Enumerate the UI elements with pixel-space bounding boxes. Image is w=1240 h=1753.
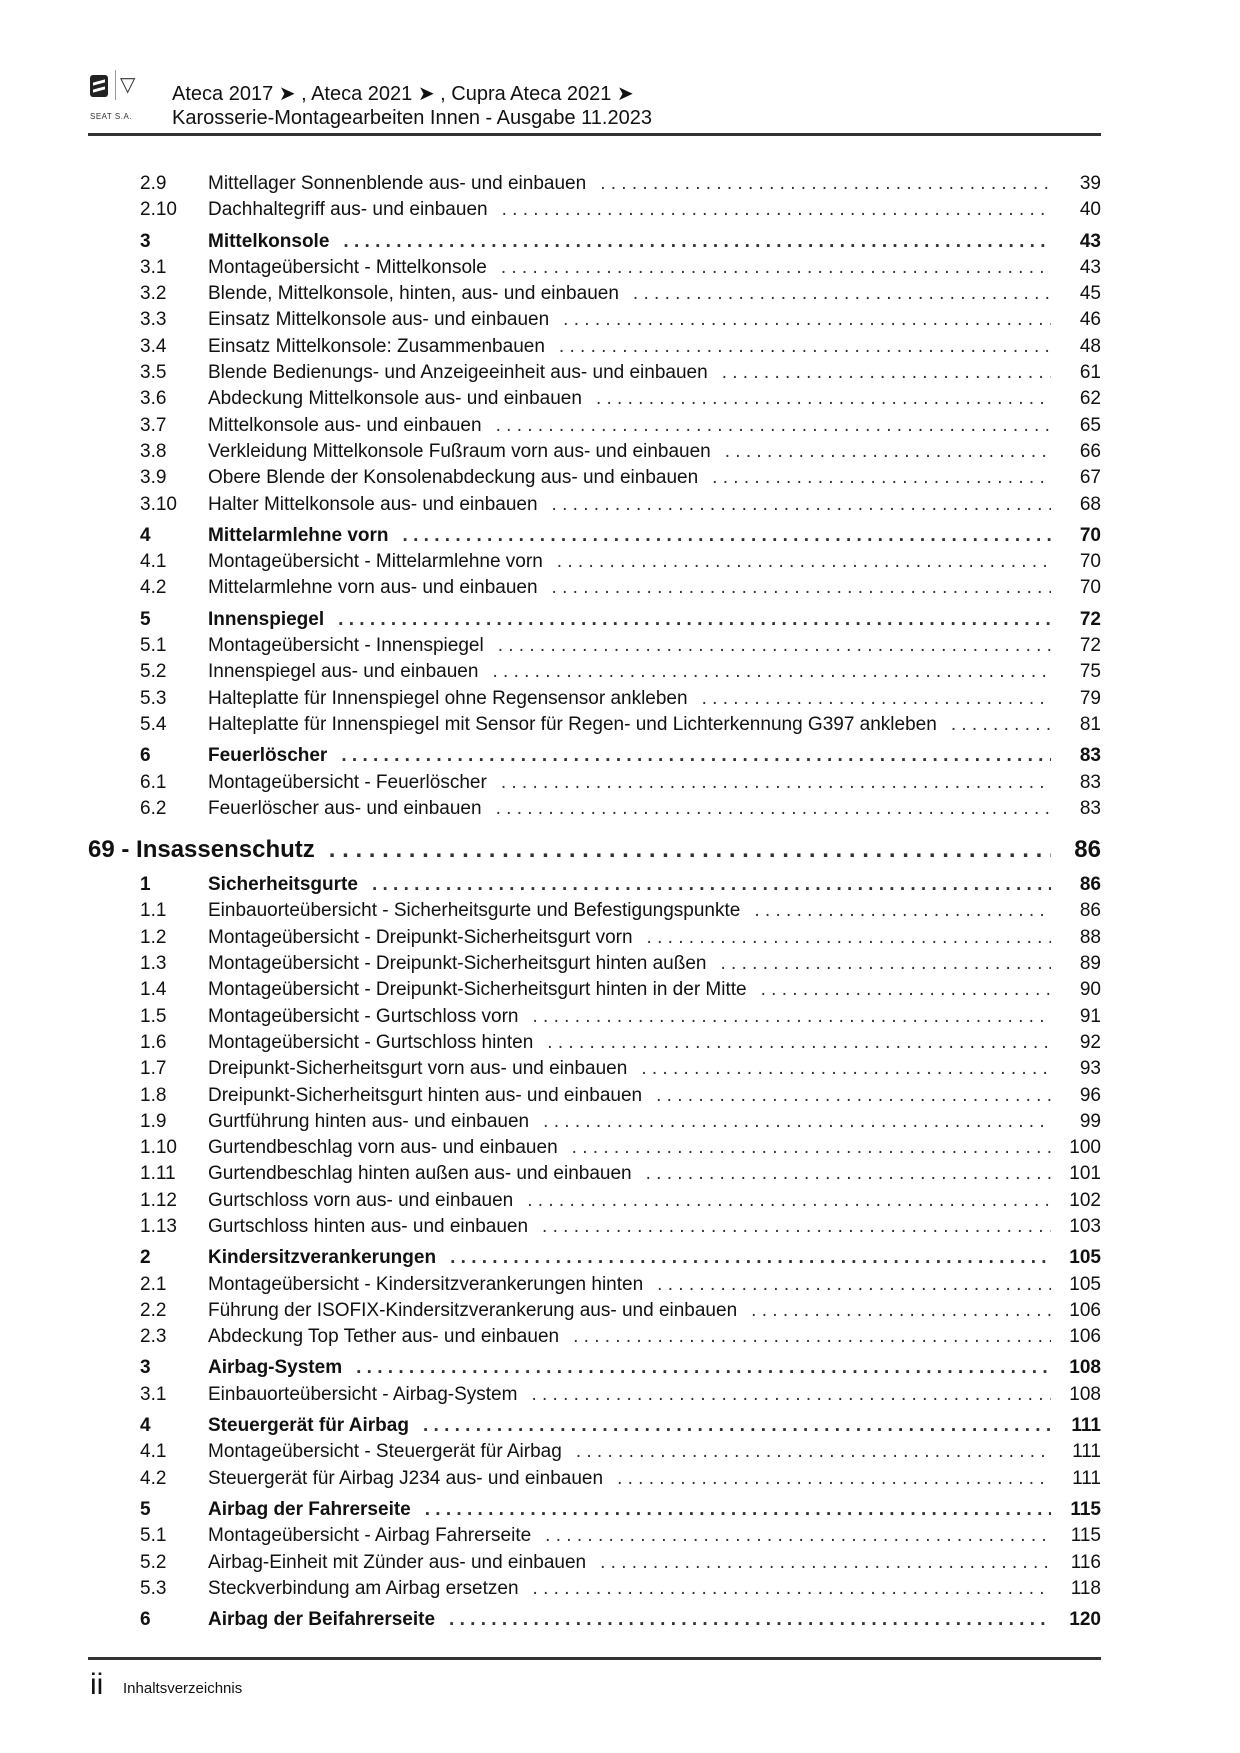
toc-entry[interactable]: [88, 577, 1101, 603]
toc-page: 101: [1069, 1163, 1101, 1185]
dot-leader: [449, 1609, 1051, 1631]
toc-entry[interactable]: [88, 257, 1101, 283]
toc-title: Innenspiegel: [208, 608, 325, 630]
header-title: Karosserie-Montagearbeiten Innen - Ausgabe 11.2023: [172, 107, 652, 129]
toc-section[interactable]: [88, 1415, 1101, 1441]
dot-leader: [532, 1006, 1051, 1028]
toc-number: 4.2: [140, 577, 167, 599]
toc-title: Mittelarmlehne vorn: [208, 524, 389, 546]
toc-number: 2.10: [140, 199, 177, 221]
dot-leader: [702, 688, 1051, 710]
toc-number: 4.1: [140, 1441, 167, 1463]
toc-entry[interactable]: [88, 1111, 1101, 1137]
toc-entry[interactable]: [88, 467, 1101, 493]
toc-entry[interactable]: [88, 362, 1101, 388]
toc-page: 103: [1069, 1215, 1101, 1237]
toc-section[interactable]: [88, 1357, 1101, 1383]
dot-leader: [557, 551, 1051, 573]
toc-title: Halteplatte für Innenspiegel ohne Regensensor ankleben: [208, 687, 688, 709]
toc-title: Airbag der Fahrerseite: [208, 1498, 411, 1520]
toc-entry[interactable]: [88, 283, 1101, 309]
toc-page: 115: [1070, 1498, 1101, 1520]
dot-leader: [533, 1578, 1051, 1600]
toc-page: 61: [1079, 362, 1101, 384]
toc-page: 100: [1069, 1137, 1101, 1159]
dot-leader: [721, 953, 1052, 975]
dot-leader: [646, 1163, 1051, 1185]
logo-text: SEAT S.A.: [90, 112, 132, 121]
toc-page: 43: [1079, 230, 1101, 252]
toc-title: Gurtschloss hinten aus- und einbauen: [208, 1215, 529, 1237]
dot-leader: [647, 927, 1051, 949]
toc-page: 86: [1079, 900, 1101, 922]
footer-title: Inhaltsverzeichnis: [123, 1680, 243, 1697]
toc-entry[interactable]: [88, 1006, 1101, 1032]
toc-entry[interactable]: [88, 1137, 1101, 1163]
toc-number: 2.2: [140, 1299, 167, 1321]
toc-entry[interactable]: [88, 199, 1101, 225]
toc-title: Montageübersicht - Mittelkonsole: [208, 256, 487, 278]
toc-page: 93: [1079, 1058, 1101, 1080]
toc-number: 5.1: [140, 635, 167, 657]
toc-page: 75: [1079, 661, 1101, 683]
toc-number: 3.5: [140, 362, 167, 384]
toc-title: Airbag der Beifahrerseite: [208, 1609, 436, 1631]
dot-leader: [572, 1137, 1051, 1159]
toc-entry[interactable]: [88, 635, 1101, 661]
dot-leader: [563, 309, 1051, 331]
toc-title: Gurtschloss vorn aus- und einbauen: [208, 1189, 514, 1211]
dot-leader: [573, 1326, 1051, 1348]
toc-title: Montageübersicht - Gurtschloss vorn: [208, 1005, 519, 1027]
dot-leader: [492, 661, 1051, 683]
toc-number: 1.7: [140, 1058, 167, 1080]
toc-entry[interactable]: [88, 173, 1101, 199]
toc-section[interactable]: [88, 874, 1101, 900]
toc-number: 5: [140, 1498, 151, 1520]
toc-title: Mittelkonsole aus- und einbauen: [208, 414, 482, 436]
toc-page: 108: [1069, 1357, 1101, 1379]
dot-leader: [425, 1499, 1051, 1521]
toc-number: 6: [140, 1609, 151, 1631]
toc-entry[interactable]: [88, 1300, 1101, 1326]
toc-title: Gurtendbeschlag hinten außen aus- und einbauen: [208, 1163, 632, 1185]
toc-entry[interactable]: [88, 772, 1101, 798]
dot-leader: [502, 199, 1051, 221]
dot-leader: [496, 415, 1051, 437]
toc-title: Montageübersicht - Feuerlöscher: [208, 771, 487, 793]
toc-page: 116: [1070, 1551, 1101, 1573]
toc-section[interactable]: [88, 1609, 1101, 1635]
toc-number: 2.3: [140, 1326, 167, 1348]
toc-number: 5: [140, 608, 151, 630]
toc-entry[interactable]: [88, 494, 1101, 520]
toc-number: 3.2: [140, 283, 167, 305]
dot-leader: [543, 1111, 1051, 1133]
toc-entry[interactable]: [88, 798, 1101, 824]
dot-leader: [329, 836, 1051, 864]
toc-title: Montageübersicht - Innenspiegel: [208, 635, 484, 657]
toc-number: 1: [140, 874, 151, 896]
toc-page: 92: [1079, 1031, 1101, 1053]
toc-page: 111: [1072, 1467, 1101, 1489]
toc-page: 108: [1069, 1383, 1101, 1405]
toc-number: 2.9: [140, 173, 167, 194]
toc-page: 120: [1069, 1609, 1101, 1631]
toc-section[interactable]: [88, 745, 1101, 771]
toc-page: 46: [1079, 309, 1101, 331]
dot-leader: [641, 1058, 1051, 1080]
dot-leader: [656, 1085, 1051, 1107]
toc-title: Montageübersicht - Gurtschloss hinten: [208, 1031, 534, 1053]
toc-page: 105: [1069, 1273, 1101, 1295]
toc-page: 70: [1079, 524, 1101, 546]
toc-title: Abdeckung Mittelkonsole aus- und einbauen: [208, 388, 582, 410]
toc-title: Dreipunkt-Sicherheitsgurt hinten aus- und einbauen: [208, 1084, 643, 1106]
logo-divider: [115, 70, 116, 100]
toc-entry[interactable]: [88, 1578, 1101, 1604]
toc-title: Einbauorteübersicht - Airbag-System: [208, 1383, 518, 1405]
toc-title: Montageübersicht - Steuergerät für Airbag: [208, 1441, 562, 1463]
toc-entry[interactable]: [88, 1085, 1101, 1111]
toc-number: 1.9: [140, 1110, 167, 1132]
dot-leader: [356, 1357, 1051, 1379]
toc-page: 45: [1079, 283, 1101, 305]
toc-number: 3: [140, 1357, 151, 1379]
toc-page: 86: [1079, 874, 1101, 896]
toc-title: Blende Bedienungs- und Anzeigeeinheit aus- und einbauen: [208, 362, 708, 384]
toc-page: 67: [1079, 467, 1101, 489]
toc-entry[interactable]: [88, 688, 1101, 714]
dot-leader: [761, 979, 1051, 1001]
toc-number: 6.1: [140, 771, 167, 793]
toc-page: 62: [1079, 388, 1101, 410]
toc-title: Montageübersicht - Airbag Fahrerseite: [208, 1525, 532, 1547]
dot-leader: [531, 1384, 1051, 1406]
toc-number: 6.2: [140, 797, 167, 819]
toc-number: 3.1: [140, 1383, 167, 1405]
toc-number: 3.1: [140, 256, 167, 278]
toc-number: 1.6: [140, 1031, 167, 1053]
toc-page: 70: [1079, 551, 1101, 573]
toc-title: Airbag-Einheit mit Zünder aus- und einbauen: [208, 1551, 587, 1573]
toc-number: 1.10: [140, 1137, 177, 1159]
toc-page: 99: [1079, 1110, 1101, 1132]
toc-title: Sicherheitsgurte: [208, 874, 358, 896]
dot-leader: [559, 336, 1051, 358]
toc-page: 83: [1079, 797, 1101, 819]
dot-leader: [754, 900, 1051, 922]
toc-page: 81: [1079, 713, 1101, 735]
toc-title: Verkleidung Mittelkonsole Fußraum vorn aus- und einbauen: [208, 440, 711, 462]
toc-number: 3.10: [140, 493, 177, 515]
toc-entry[interactable]: [88, 927, 1101, 953]
toc-title: Einbauorteübersicht - Sicherheitsgurte und Befestigungspunkte: [208, 900, 741, 922]
toc-number: 1.2: [140, 926, 167, 948]
toc-number: 4.2: [140, 1467, 167, 1489]
toc-entry[interactable]: [88, 900, 1101, 926]
toc-number: 3.9: [140, 467, 167, 489]
toc-number: 6: [140, 745, 151, 767]
dot-leader: [633, 283, 1051, 305]
toc-entry[interactable]: [88, 551, 1101, 577]
toc-page: 70: [1079, 577, 1101, 599]
toc-entry[interactable]: [88, 1058, 1101, 1084]
toc-section[interactable]: [88, 525, 1101, 551]
cupra-icon: ▽: [120, 74, 136, 96]
toc-title: Dachhaltegriff aus- und einbauen: [208, 199, 488, 221]
toc-entry[interactable]: [88, 1163, 1101, 1189]
toc-title: Blende, Mittelkonsole, hinten, aus- und einbauen: [208, 283, 619, 305]
toc-title: Montageübersicht - Mittelarmlehne vorn: [208, 551, 543, 573]
toc-page: 96: [1079, 1084, 1101, 1106]
toc-entry[interactable]: [88, 1326, 1101, 1352]
toc-entry[interactable]: [88, 661, 1101, 687]
toc-number: 1.3: [140, 953, 167, 975]
toc-entry[interactable]: [88, 1525, 1101, 1551]
toc-number: 4: [140, 1415, 151, 1437]
toc-title: Einsatz Mittelkonsole aus- und einbauen: [208, 309, 550, 331]
toc-section[interactable]: [88, 609, 1101, 635]
toc-page: 91: [1079, 1005, 1101, 1027]
toc-title: Mittelarmlehne vorn aus- und einbauen: [208, 577, 538, 599]
dot-leader: [596, 388, 1051, 410]
toc-number: 5.2: [140, 1551, 167, 1573]
dot-leader: [722, 362, 1051, 384]
toc-number: 3.6: [140, 388, 167, 410]
dot-leader: [496, 798, 1051, 820]
toc-entry[interactable]: [88, 953, 1101, 979]
dot-leader: [576, 1441, 1051, 1463]
toc-page: 72: [1079, 635, 1101, 657]
toc-title: Führung der ISOFIX-Kindersitzverankerung aus- und einbauen: [208, 1299, 738, 1321]
dot-leader: [338, 609, 1051, 631]
toc-title: 69 - Insassenschutz: [88, 836, 315, 864]
toc-entry[interactable]: [88, 1274, 1101, 1300]
toc-page: 106: [1069, 1326, 1101, 1348]
toc-page: 65: [1079, 414, 1101, 436]
toc-page: 88: [1079, 926, 1101, 948]
toc-page: 105: [1069, 1247, 1101, 1269]
toc-number: 3.3: [140, 309, 167, 331]
toc-number: 5.3: [140, 687, 167, 709]
toc-entry[interactable]: [88, 1190, 1101, 1216]
dot-leader: [501, 257, 1051, 279]
toc-entry[interactable]: [88, 336, 1101, 362]
dot-leader: [501, 772, 1051, 794]
toc-page: 43: [1079, 256, 1101, 278]
toc-entry[interactable]: [88, 1032, 1101, 1058]
toc-page: 66: [1079, 440, 1101, 462]
toc-entry[interactable]: [88, 1468, 1101, 1494]
toc-title: Feuerlöscher aus- und einbauen: [208, 797, 482, 819]
toc-title: Obere Blende der Konsolenabdeckung aus- und einbauen: [208, 467, 699, 489]
toc-title: Kindersitzverankerungen: [208, 1247, 437, 1269]
toc-number: 5.2: [140, 661, 167, 683]
toc-title: Montageübersicht - Kindersitzverankerungen hinten: [208, 1273, 644, 1295]
toc-title: Halter Mittelkonsole aus- und einbauen: [208, 493, 538, 515]
toc-page: 83: [1079, 771, 1101, 793]
dot-leader: [498, 635, 1051, 657]
dot-leader: [712, 467, 1051, 489]
dot-leader: [423, 1415, 1051, 1437]
toc-page: 48: [1079, 335, 1101, 357]
toc-number: 1.1: [140, 900, 167, 922]
toc-number: 5.3: [140, 1577, 167, 1599]
page-number: ii: [90, 1668, 104, 1701]
table-of-contents: [88, 173, 1101, 1635]
dot-leader: [600, 1552, 1051, 1574]
toc-number: 2: [140, 1247, 151, 1269]
dot-leader: [545, 1525, 1051, 1547]
dot-leader: [657, 1274, 1051, 1296]
toc-title: Gurtführung hinten aus- und einbauen: [208, 1110, 530, 1132]
footer-rule: [88, 1657, 1101, 1660]
toc-number: 5.4: [140, 713, 167, 735]
header-rule: [88, 133, 1101, 136]
toc-number: 4.1: [140, 551, 167, 573]
toc-page: 83: [1079, 745, 1101, 767]
toc-number: 1.4: [140, 979, 167, 1001]
toc-number: 1.5: [140, 1005, 167, 1027]
toc-entry[interactable]: [88, 309, 1101, 335]
toc-title: Steuergerät für Airbag J234 aus- und einbauen: [208, 1467, 604, 1489]
toc-section[interactable]: [88, 231, 1101, 257]
toc-page: 111: [1071, 1415, 1101, 1437]
toc-entry[interactable]: [88, 1441, 1101, 1467]
dot-leader: [542, 1216, 1051, 1238]
toc-entry[interactable]: [88, 441, 1101, 467]
toc-page: 86: [1074, 836, 1101, 864]
toc-page: 90: [1079, 979, 1101, 1001]
toc-title: Steckverbindung am Airbag ersetzen: [208, 1577, 519, 1599]
dot-leader: [341, 745, 1051, 767]
toc-title: Dreipunkt-Sicherheitsgurt vorn aus- und einbauen: [208, 1058, 628, 1080]
toc-title: Airbag-System: [208, 1357, 343, 1379]
toc-page: 89: [1079, 953, 1101, 975]
dot-leader: [527, 1190, 1051, 1212]
toc-number: 3: [140, 230, 151, 252]
toc-page: 40: [1079, 199, 1101, 221]
dot-leader: [552, 494, 1051, 516]
dot-leader: [725, 441, 1051, 463]
toc-page: 68: [1079, 493, 1101, 515]
toc-entry[interactable]: [88, 388, 1101, 414]
toc-page: 72: [1079, 608, 1101, 630]
dot-leader: [951, 714, 1051, 736]
toc-page: 118: [1070, 1577, 1101, 1599]
dot-leader: [547, 1032, 1051, 1054]
dot-leader: [372, 874, 1051, 896]
toc-entry[interactable]: [88, 714, 1101, 740]
toc-title: Abdeckung Top Tether aus- und einbauen: [208, 1326, 560, 1348]
dot-leader: [343, 231, 1051, 253]
toc-entry[interactable]: [88, 1216, 1101, 1242]
toc-title: Montageübersicht - Dreipunkt-Sicherheitsgurt hinten außen: [208, 953, 707, 975]
toc-page: 115: [1070, 1525, 1101, 1547]
toc-title: Montageübersicht - Dreipunkt-Sicherheitsgurt hinten in der Mitte: [208, 979, 747, 1001]
toc-section[interactable]: [88, 1499, 1101, 1525]
toc-title: Halteplatte für Innenspiegel mit Sensor für Regen- und Lichterkennung G397 ankleben: [208, 713, 937, 735]
toc-number: 2.1: [140, 1273, 167, 1295]
toc-number: 4: [140, 524, 151, 546]
dot-leader: [450, 1247, 1051, 1269]
toc-section[interactable]: [88, 1247, 1101, 1273]
toc-page: 106: [1069, 1299, 1101, 1321]
toc-title: Mittellager Sonnenblende aus- und einbauen: [208, 173, 587, 194]
toc-title: Feuerlöscher: [208, 745, 328, 767]
toc-number: 3.4: [140, 335, 167, 357]
toc-entry[interactable]: [88, 1384, 1101, 1410]
toc-title: Einsatz Mittelkonsole: Zusammenbauen: [208, 335, 545, 357]
toc-page: 111: [1072, 1441, 1101, 1463]
toc-page: 102: [1069, 1189, 1101, 1211]
toc-page: 79: [1079, 687, 1101, 709]
toc-number: 1.8: [140, 1084, 167, 1106]
toc-title: Steuergerät für Airbag: [208, 1415, 409, 1437]
dot-leader: [552, 577, 1051, 599]
toc-title: Gurtendbeschlag vorn aus- und einbauen: [208, 1137, 558, 1159]
dot-leader: [751, 1300, 1051, 1322]
toc-chapter[interactable]: [88, 836, 1101, 869]
toc-number: 3.8: [140, 440, 167, 462]
toc-number: 3.7: [140, 414, 167, 436]
toc-number: 5.1: [140, 1525, 167, 1547]
dot-leader: [600, 173, 1051, 195]
toc-number: 1.13: [140, 1215, 177, 1237]
dot-leader: [617, 1468, 1051, 1490]
header-models: Ateca 2017 ➤ , Ateca 2021 ➤ , Cupra Ateca 2021 ➤: [172, 83, 634, 105]
toc-title: Innenspiegel aus- und einbauen: [208, 661, 479, 683]
toc-number: 1.12: [140, 1189, 177, 1211]
toc-entry[interactable]: [88, 979, 1101, 1005]
toc-entry[interactable]: [88, 415, 1101, 441]
seat-s-icon: [90, 75, 108, 97]
toc-number: 1.11: [140, 1163, 176, 1185]
toc-title: Mittelkonsole: [208, 230, 330, 252]
dot-leader: [403, 525, 1051, 547]
toc-page: 39: [1079, 173, 1101, 194]
toc-title: Montageübersicht - Dreipunkt-Sicherheitsgurt vorn: [208, 926, 633, 948]
toc-entry[interactable]: [88, 1552, 1101, 1578]
